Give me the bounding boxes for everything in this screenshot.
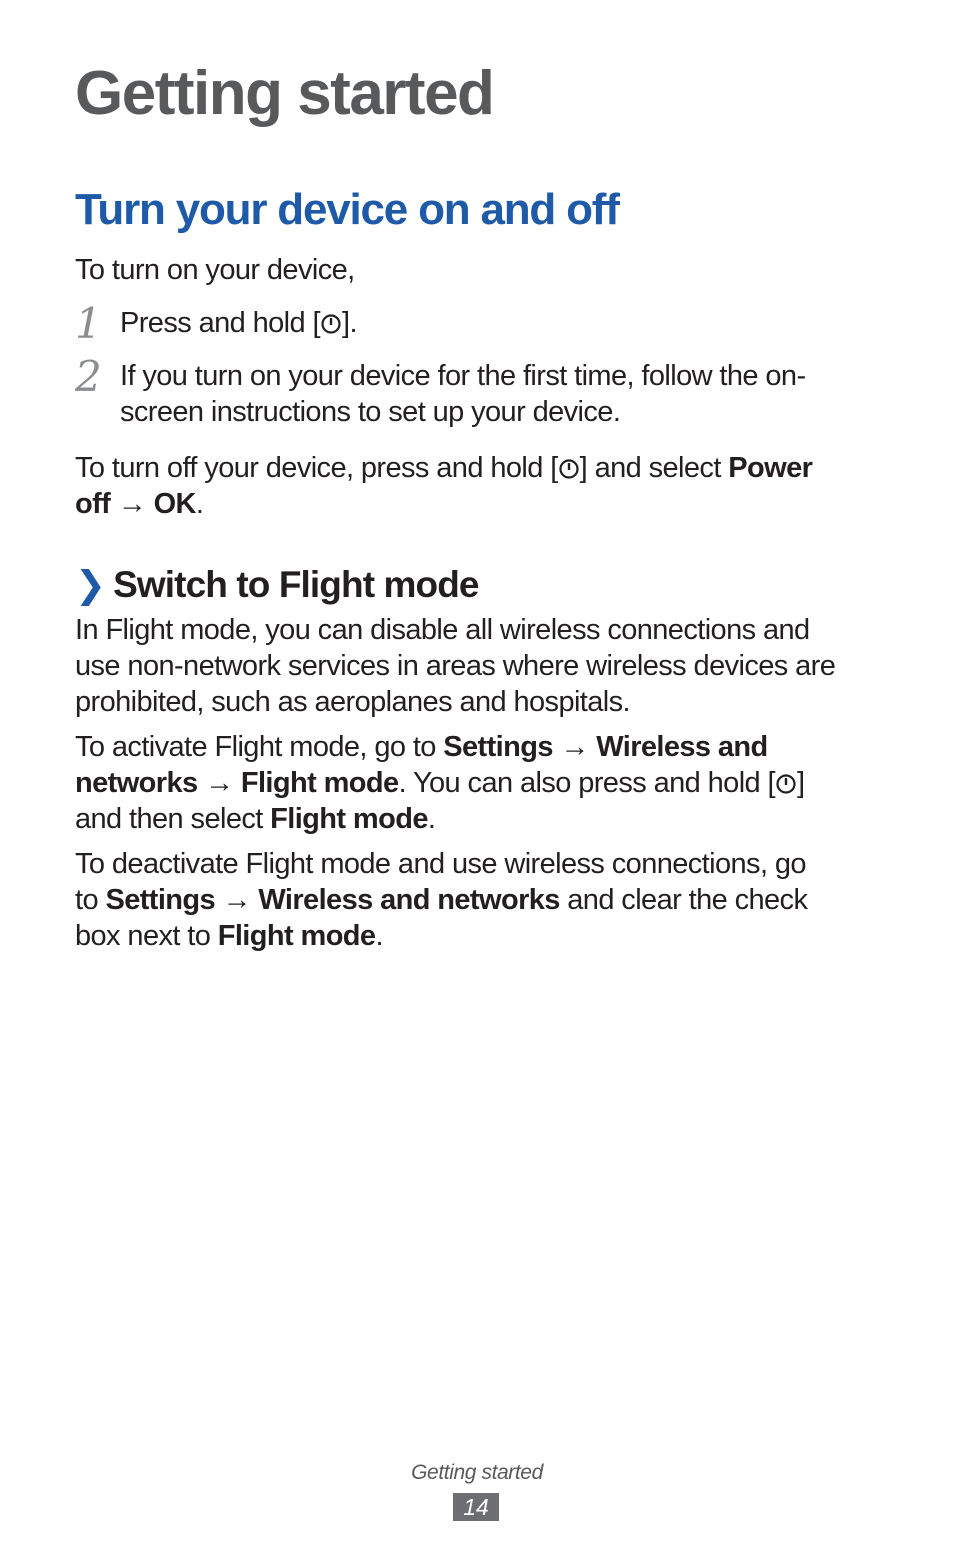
power-icon bbox=[558, 457, 580, 479]
section-title: Turn your device on and off bbox=[75, 185, 619, 234]
chevron-right-icon: ❯ bbox=[75, 564, 106, 605]
step-text: If you turn on your device for the first time, follow the on- screen instructions to set up your device. bbox=[120, 360, 806, 428]
deactivate-text: To deactivate Flight mode and use wireless connections, go to Settings → Wireless and networks and clear the check box next to Flight mode. bbox=[75, 848, 808, 952]
footer-label: Getting started bbox=[411, 1461, 543, 1484]
chapter-title: Getting started bbox=[75, 59, 494, 128]
step-number: 1 bbox=[75, 299, 102, 348]
step-text: Press and hold [ ]. bbox=[120, 307, 357, 339]
power-icon bbox=[320, 312, 342, 334]
subsection-title: ❯ Switch to Flight mode bbox=[75, 564, 479, 605]
page-number: 14 bbox=[453, 1493, 499, 1521]
power-icon bbox=[775, 772, 797, 794]
activate-text: To activate Flight mode, go to Settings → Wireless and networks → Flight mode. You can also press and hold [ ] and then select Flight mode. bbox=[75, 731, 805, 835]
intro-text: To turn on your device, bbox=[75, 254, 355, 286]
flight-intro-text: In Flight mode, you can disable all wireless connections and use non-network services in areas where wireless devices are prohibited, such as aeroplanes and hospitals. bbox=[75, 614, 836, 718]
turn-off-text: To turn off your device, press and hold [ ] and select Power off → OK. bbox=[75, 452, 813, 520]
step-number: 2 bbox=[75, 352, 102, 401]
